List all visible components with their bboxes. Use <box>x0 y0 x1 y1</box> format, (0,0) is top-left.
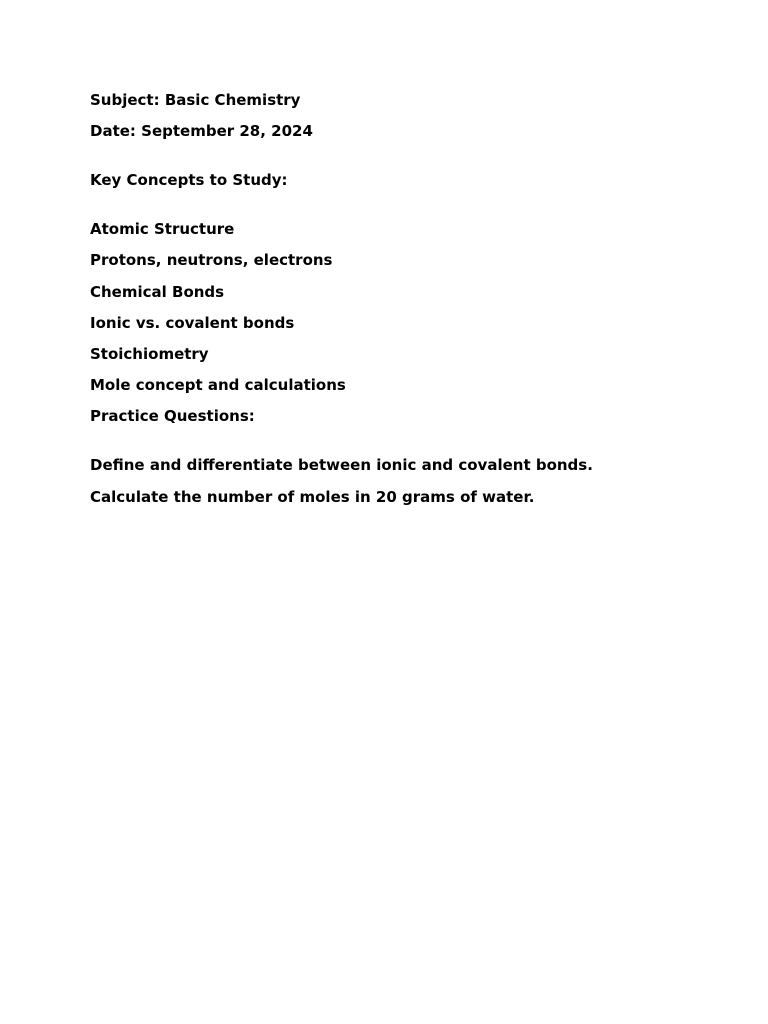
concept-item: Chemical Bonds <box>90 282 225 301</box>
practice-question: Calculate the number of moles in 20 grams of water. <box>90 487 535 506</box>
practice-question: Define and differentiate between ionic and covalent bonds. <box>90 456 593 475</box>
concept-item: Atomic Structure <box>90 220 235 239</box>
concept-item: Ionic vs. covalent bonds <box>90 313 295 332</box>
practice-questions-heading: Practice Questions: <box>90 407 255 426</box>
concept-item: Protons, neutrons, electrons <box>90 251 333 270</box>
concept-item: Stoichiometry <box>90 344 209 363</box>
key-concepts-heading: Key Concepts to Study: <box>90 171 288 190</box>
date-line: Date: September 28, 2024 <box>90 122 313 141</box>
subject-line: Subject: Basic Chemistry <box>90 91 301 109</box>
concept-item: Mole concept and calculations <box>90 376 346 395</box>
